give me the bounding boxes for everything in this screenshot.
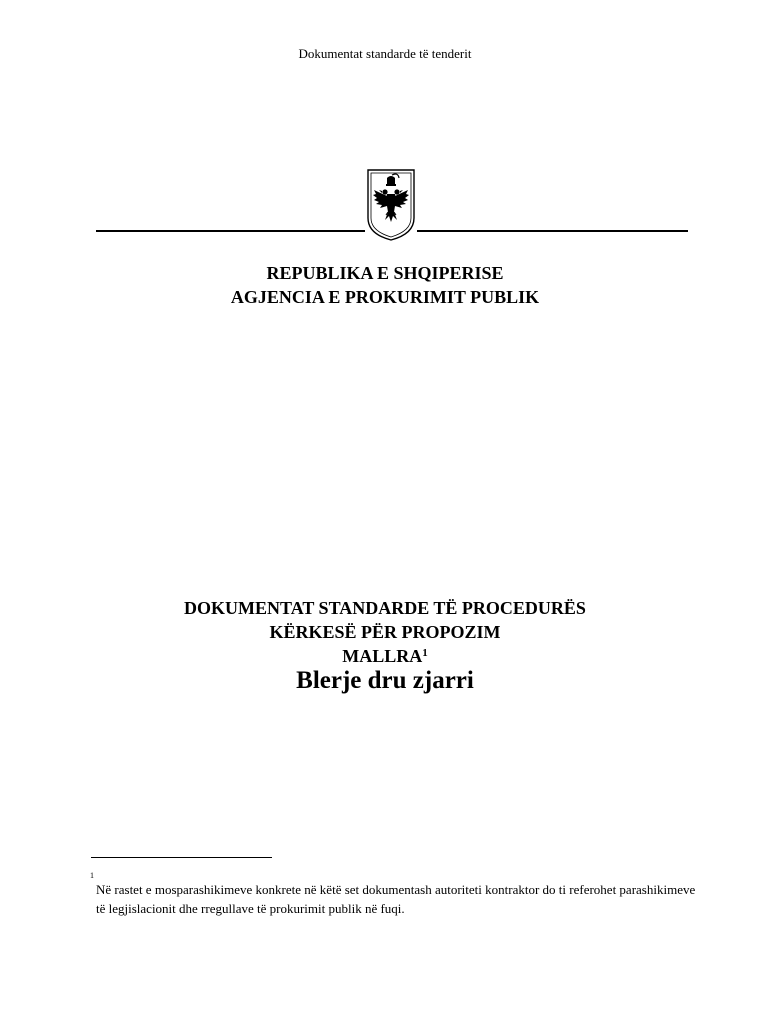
document-title-line3 [0,644,770,668]
document-category: MALLRA [342,646,423,666]
republic-name: REPUBLIKA E SHQIPERISE [266,263,504,283]
footnote-reference[interactable]: 1 [422,647,428,659]
footnote-text: Në rastet e mosparashikimeve konkrete në këtë set dokumentash autoriteti kontraktor do ti referohet parashikimeve të legjislacionit dhe rregullave të prokurimit publik në fuqi. [96,882,696,916]
header-rule-right [417,230,688,232]
document-title-block [0,596,770,668]
footnote-marker: 1 [90,871,94,880]
procurement-subject: Blerje dru zjarri [296,667,474,694]
header-rule-left [96,230,365,232]
institution-heading [0,261,770,309]
agency-name: AGJENCIA E PROKURIMIT PUBLIK [230,287,540,307]
document-title-line1: DOKUMENTAT STANDARDE TË PROCEDURËS [184,598,586,618]
albanian-coat-of-arms-icon [366,168,416,242]
running-header: Dokumentat standarde të tenderit [298,46,472,61]
footnote-separator [91,857,272,858]
document-title-line2: KËRKESË PËR PROPOZIM [269,622,501,642]
